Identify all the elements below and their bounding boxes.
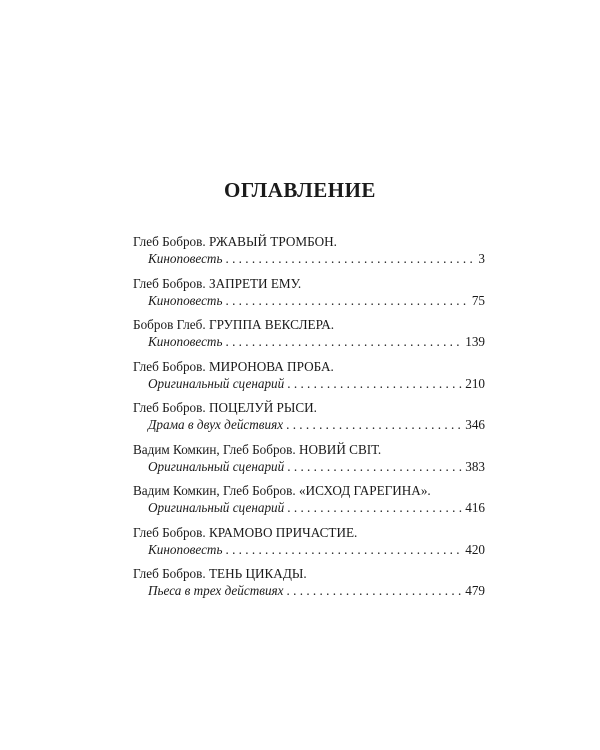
entry-heading: Вадим Комкин, Глеб Бобров. «ИСХОД ГАРЕГИНА».	[133, 483, 431, 498]
toc-entry	[133, 482, 485, 524]
entry-genre: Киноповесть	[148, 334, 223, 349]
entry-page: 420	[465, 541, 485, 557]
entry-genre: Пьеса в трех действиях	[148, 583, 284, 598]
entry-heading: Глеб Бобров. ТЕНЬ ЦИКАДЫ.	[133, 566, 307, 581]
entry-page: 346	[465, 417, 485, 432]
dot-leader	[225, 333, 462, 350]
entry-genre: Оригинальный сценарий	[148, 500, 285, 515]
toc-entry	[133, 233, 485, 275]
entry-heading: Глеб Бобров. РЖАВЫЙ ТРОМБОН.	[133, 234, 337, 249]
entry-page: 3	[478, 251, 485, 266]
entry-heading: Глеб Бобров. МИРОНОВА ПРОБА.	[133, 358, 334, 374]
dot-leader	[287, 458, 462, 475]
dot-leader	[287, 582, 463, 599]
dot-leader	[287, 375, 462, 392]
entry-heading: Бобров Глеб. ГРУППА ВЕКСЛЕРА.	[133, 317, 335, 332]
entry-page: 479	[465, 583, 485, 598]
toc-entry	[133, 399, 485, 441]
entry-heading: Глеб Бобров. ЗАПРЕТИ ЕМУ.	[133, 275, 302, 291]
entry-page: 416	[465, 500, 485, 515]
toc-entry	[133, 565, 485, 607]
entry-heading: Глеб Бобров. ПОЦЕЛУЙ РЫСИ.	[133, 400, 317, 415]
dot-leader	[225, 541, 462, 558]
toc-entry	[133, 441, 485, 483]
entry-heading: Вадим Комкин, Глеб Бобров. НОВИЙ СВІТ.	[133, 441, 382, 457]
toc-entry	[133, 524, 485, 566]
entry-genre: Оригинальный сценарий	[148, 458, 285, 474]
page-title: ОГЛАВЛЕНИЕ	[224, 178, 376, 202]
dot-leader	[286, 416, 462, 433]
entry-genre: Оригинальный сценарий	[148, 375, 285, 391]
entry-page: 210	[465, 375, 485, 391]
entry-page: 383	[465, 458, 485, 474]
dot-leader	[225, 250, 475, 267]
toc-entry	[133, 358, 485, 400]
table-of-contents	[133, 233, 485, 607]
entry-genre: Киноповесть	[148, 292, 223, 308]
entry-page: 75	[471, 292, 485, 308]
entry-heading: Глеб Бобров. КРАМОВО ПРИЧАСТИЕ.	[133, 524, 358, 540]
entry-genre: Киноповесть	[148, 541, 223, 557]
dot-leader	[287, 499, 462, 516]
dot-leader	[225, 292, 468, 309]
entry-genre: Драма в двух действиях	[148, 417, 284, 432]
entry-page: 139	[465, 334, 485, 349]
toc-entry	[133, 316, 485, 358]
toc-entry	[133, 275, 485, 317]
entry-genre: Киноповесть	[148, 251, 223, 266]
